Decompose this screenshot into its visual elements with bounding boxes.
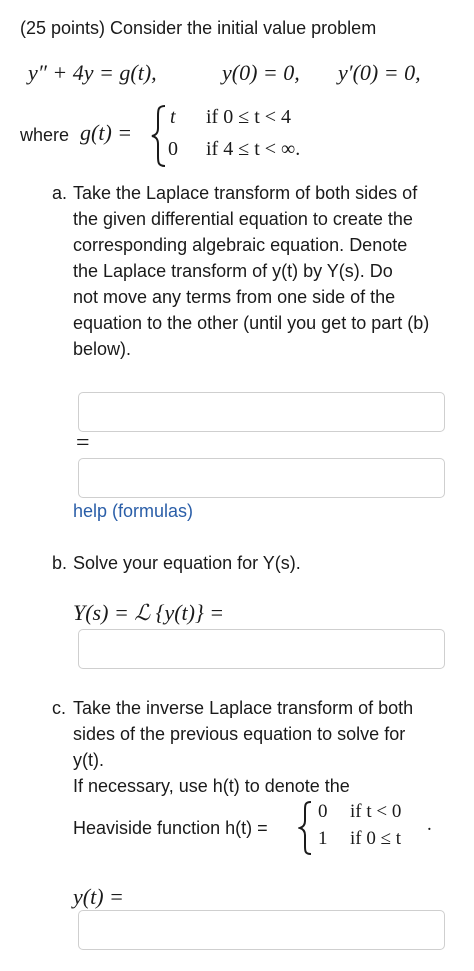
piecewise-value-2: 0 <box>168 138 178 160</box>
part-c-line: y(t). <box>73 750 104 770</box>
heaviside-value-1: 0 <box>318 801 328 822</box>
piecewise-value-1: t <box>170 106 176 128</box>
initial-condition-y: y(0) = 0, <box>222 60 300 85</box>
heaviside-condition-2: if 0 ≤ t <box>350 828 402 849</box>
left-brace-icon <box>150 104 168 168</box>
equals-sign: = <box>76 430 90 456</box>
y-of-s-input[interactable] <box>78 629 445 669</box>
part-b-text: Solve your equation for Y(s). <box>73 553 301 573</box>
y-of-t-input[interactable] <box>78 910 445 950</box>
part-a-line: the Laplace transform of y(t) by Y(s). Do <box>73 261 393 281</box>
part-c-line: sides of the previous equation to solve for <box>73 724 406 744</box>
part-c-line: Take the inverse Laplace transform of both <box>73 698 414 718</box>
y-of-t-label: y(t) = <box>73 884 124 909</box>
part-a-line: corresponding algebraic equation. Denote <box>73 235 408 255</box>
part-c-marker: c. <box>52 698 67 718</box>
initial-condition-yprime: y′(0) = 0, <box>338 60 421 85</box>
part-b-marker: b. <box>52 553 68 573</box>
heaviside-period: . <box>427 814 432 835</box>
heaviside-label: Heaviside function h(t) = <box>73 818 268 838</box>
piecewise-condition-1: if 0 ≤ t < 4 <box>206 106 292 128</box>
part-a-line: below). <box>73 339 132 359</box>
problem-header: (25 points) Consider the initial value problem <box>20 18 377 38</box>
laplace-lhs-input[interactable] <box>78 392 445 432</box>
left-brace-icon <box>298 800 314 856</box>
part-a-line: Take the Laplace transform of both sides of <box>73 183 418 203</box>
part-a-line: not move any terms from one side of the <box>73 287 396 307</box>
part-a-line: equation to the other (until you get to part (b) <box>73 313 430 333</box>
heaviside-condition-1: if t < 0 <box>350 801 402 822</box>
laplace-rhs-input[interactable] <box>78 458 445 498</box>
part-a-line: the given differential equation to create the <box>73 209 413 229</box>
part-c-line: If necessary, use h(t) to denote the <box>73 776 350 796</box>
piecewise-condition-2: if 4 ≤ t < ∞. <box>206 138 301 160</box>
differential-equation: y″ + 4y = g(t), <box>28 60 157 85</box>
y-of-s-formula: Y(s) = ℒ {y(t)} = <box>73 600 225 625</box>
help-formulas-link[interactable]: help (formulas) <box>73 501 194 521</box>
where-label: where <box>20 125 70 145</box>
g-of-t-label: g(t) = <box>80 120 133 145</box>
heaviside-value-2: 1 <box>318 828 328 849</box>
part-a-marker: a. <box>52 183 68 203</box>
